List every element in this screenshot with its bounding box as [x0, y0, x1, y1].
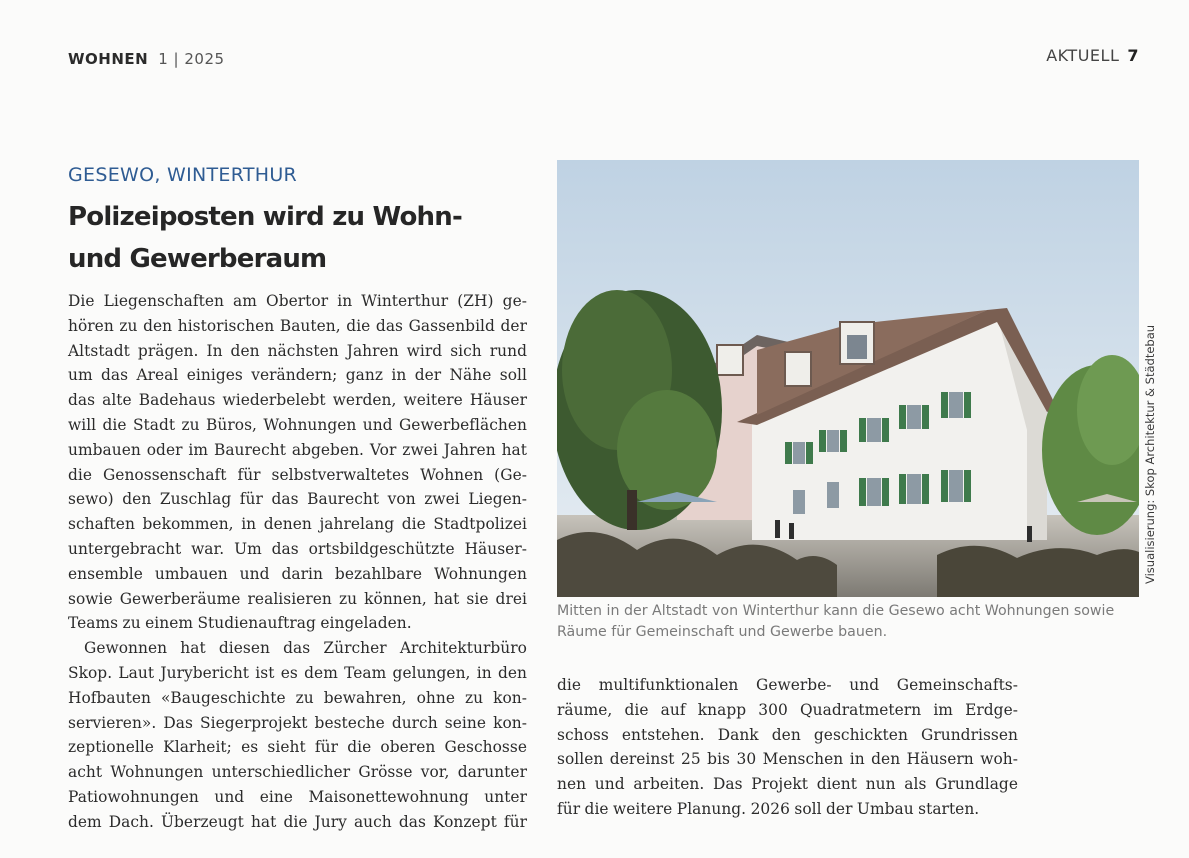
- image-credit: Visualisierung: Skop Architektur & Städtebau: [1143, 324, 1157, 584]
- text-line: räume, die auf knapp 300 Quadratmetern im Erdge-: [557, 700, 1018, 719]
- caption-line: Räume für Gemeinschaft und Gewerbe bauen.: [557, 624, 888, 640]
- article-column-2: [557, 673, 1018, 822]
- image-caption: [557, 601, 1147, 643]
- text-line: schaften bekommen, in denen jahrelang die Stadtpolizei: [68, 515, 527, 534]
- text-line: Patiowohnungen und eine Maisonettewohnung unter: [68, 787, 527, 806]
- text-line: die Genossenschaft für selbstverwaltetes Wohnen (Ge-: [68, 465, 527, 484]
- text-line: die multifunktionalen Gewerbe- und Gemeinschafts-: [557, 676, 1018, 694]
- text-line: Altstadt prägen. In den nächsten Jahren wird sich rund: [68, 341, 527, 360]
- headline-line: Polizeiposten wird zu Wohn-: [68, 202, 462, 232]
- text-line: nen und arbeiten. Das Projekt dient nun als Grundlage: [557, 775, 1018, 794]
- text-line: zeptionelle Klarheit; es sieht für die oberen Geschosse: [68, 738, 527, 757]
- text-line: ensemble umbauen und darin bezahlbare Wohnungen: [68, 564, 527, 583]
- magazine-name: WOHNEN: [68, 50, 149, 68]
- text-line: hören zu den historischen Bauten, die das Gassenbild der: [68, 316, 527, 335]
- rendering-illustration: [557, 160, 1139, 597]
- running-header: [68, 50, 225, 68]
- architecture-rendering: [557, 160, 1139, 597]
- text-line: schoss entstehen. Dank den geschickten Grundrissen: [557, 725, 1018, 744]
- page-number: 7: [1127, 46, 1139, 65]
- text-line: umbauen oder im Baurecht abgeben. Vor zwei Jahren hat: [68, 440, 527, 459]
- article-headline: [68, 196, 508, 280]
- text-line: das alte Badehaus wiederbelebt werden, weitere Häuser: [68, 391, 527, 410]
- section-name: AKTUELL: [1046, 46, 1120, 65]
- text-line: Teams zu einem Studienauftrag eingeladen.: [68, 614, 412, 633]
- article-kicker: GESEWO, WINTERTHUR: [68, 164, 298, 186]
- text-line: für die weitere Planung. 2026 soll der Umbau starten.: [557, 799, 980, 818]
- text-line: dem Dach. Überzeugt hat die Jury auch das Konzept für: [68, 812, 527, 831]
- text-line: sollen dereinst 25 bis 30 Menschen in den Häusern woh-: [557, 750, 1018, 769]
- text-line: acht Wohnungen unterschiedlicher Grösse vor, darunter: [68, 763, 527, 782]
- caption-line: Mitten in der Altstadt von Winterthur kann die Gesewo acht Wohnungen sowie: [557, 603, 1115, 619]
- text-line: Gewonnen hat diesen das Zürcher Architekturbüro: [84, 639, 527, 658]
- text-line: sewo) den Zuschlag für das Baurecht von zwei Liegen-: [68, 490, 527, 509]
- text-line: servieren». Das Siegerprojekt besteche durch seine kon-: [68, 713, 527, 732]
- text-line: Skop. Laut Jurybericht ist es dem Team gelungen, in den: [68, 663, 527, 682]
- issue-number: 1 | 2025: [158, 50, 225, 68]
- text-line: um das Areal einiges verändern; ganz in der Nähe soll: [68, 366, 527, 385]
- article-column-1: [68, 289, 527, 835]
- text-line: Hofbauten «Baugeschichte zu bewahren, ohne zu kon-: [68, 688, 527, 707]
- headline-line: und Gewerberaum: [68, 244, 327, 274]
- text-line: Die Liegenschaften am Obertor in Winterthur (ZH) ge-: [68, 292, 527, 310]
- text-line: will die Stadt zu Büros, Wohnungen und Gewerbeflächen: [68, 415, 527, 434]
- section-header: [1046, 46, 1139, 65]
- text-line: untergebracht war. Um das ortsbildgeschützte Häuser-: [68, 539, 527, 558]
- text-line: sowie Gewerberäume realisieren zu können, hat sie drei: [68, 589, 527, 608]
